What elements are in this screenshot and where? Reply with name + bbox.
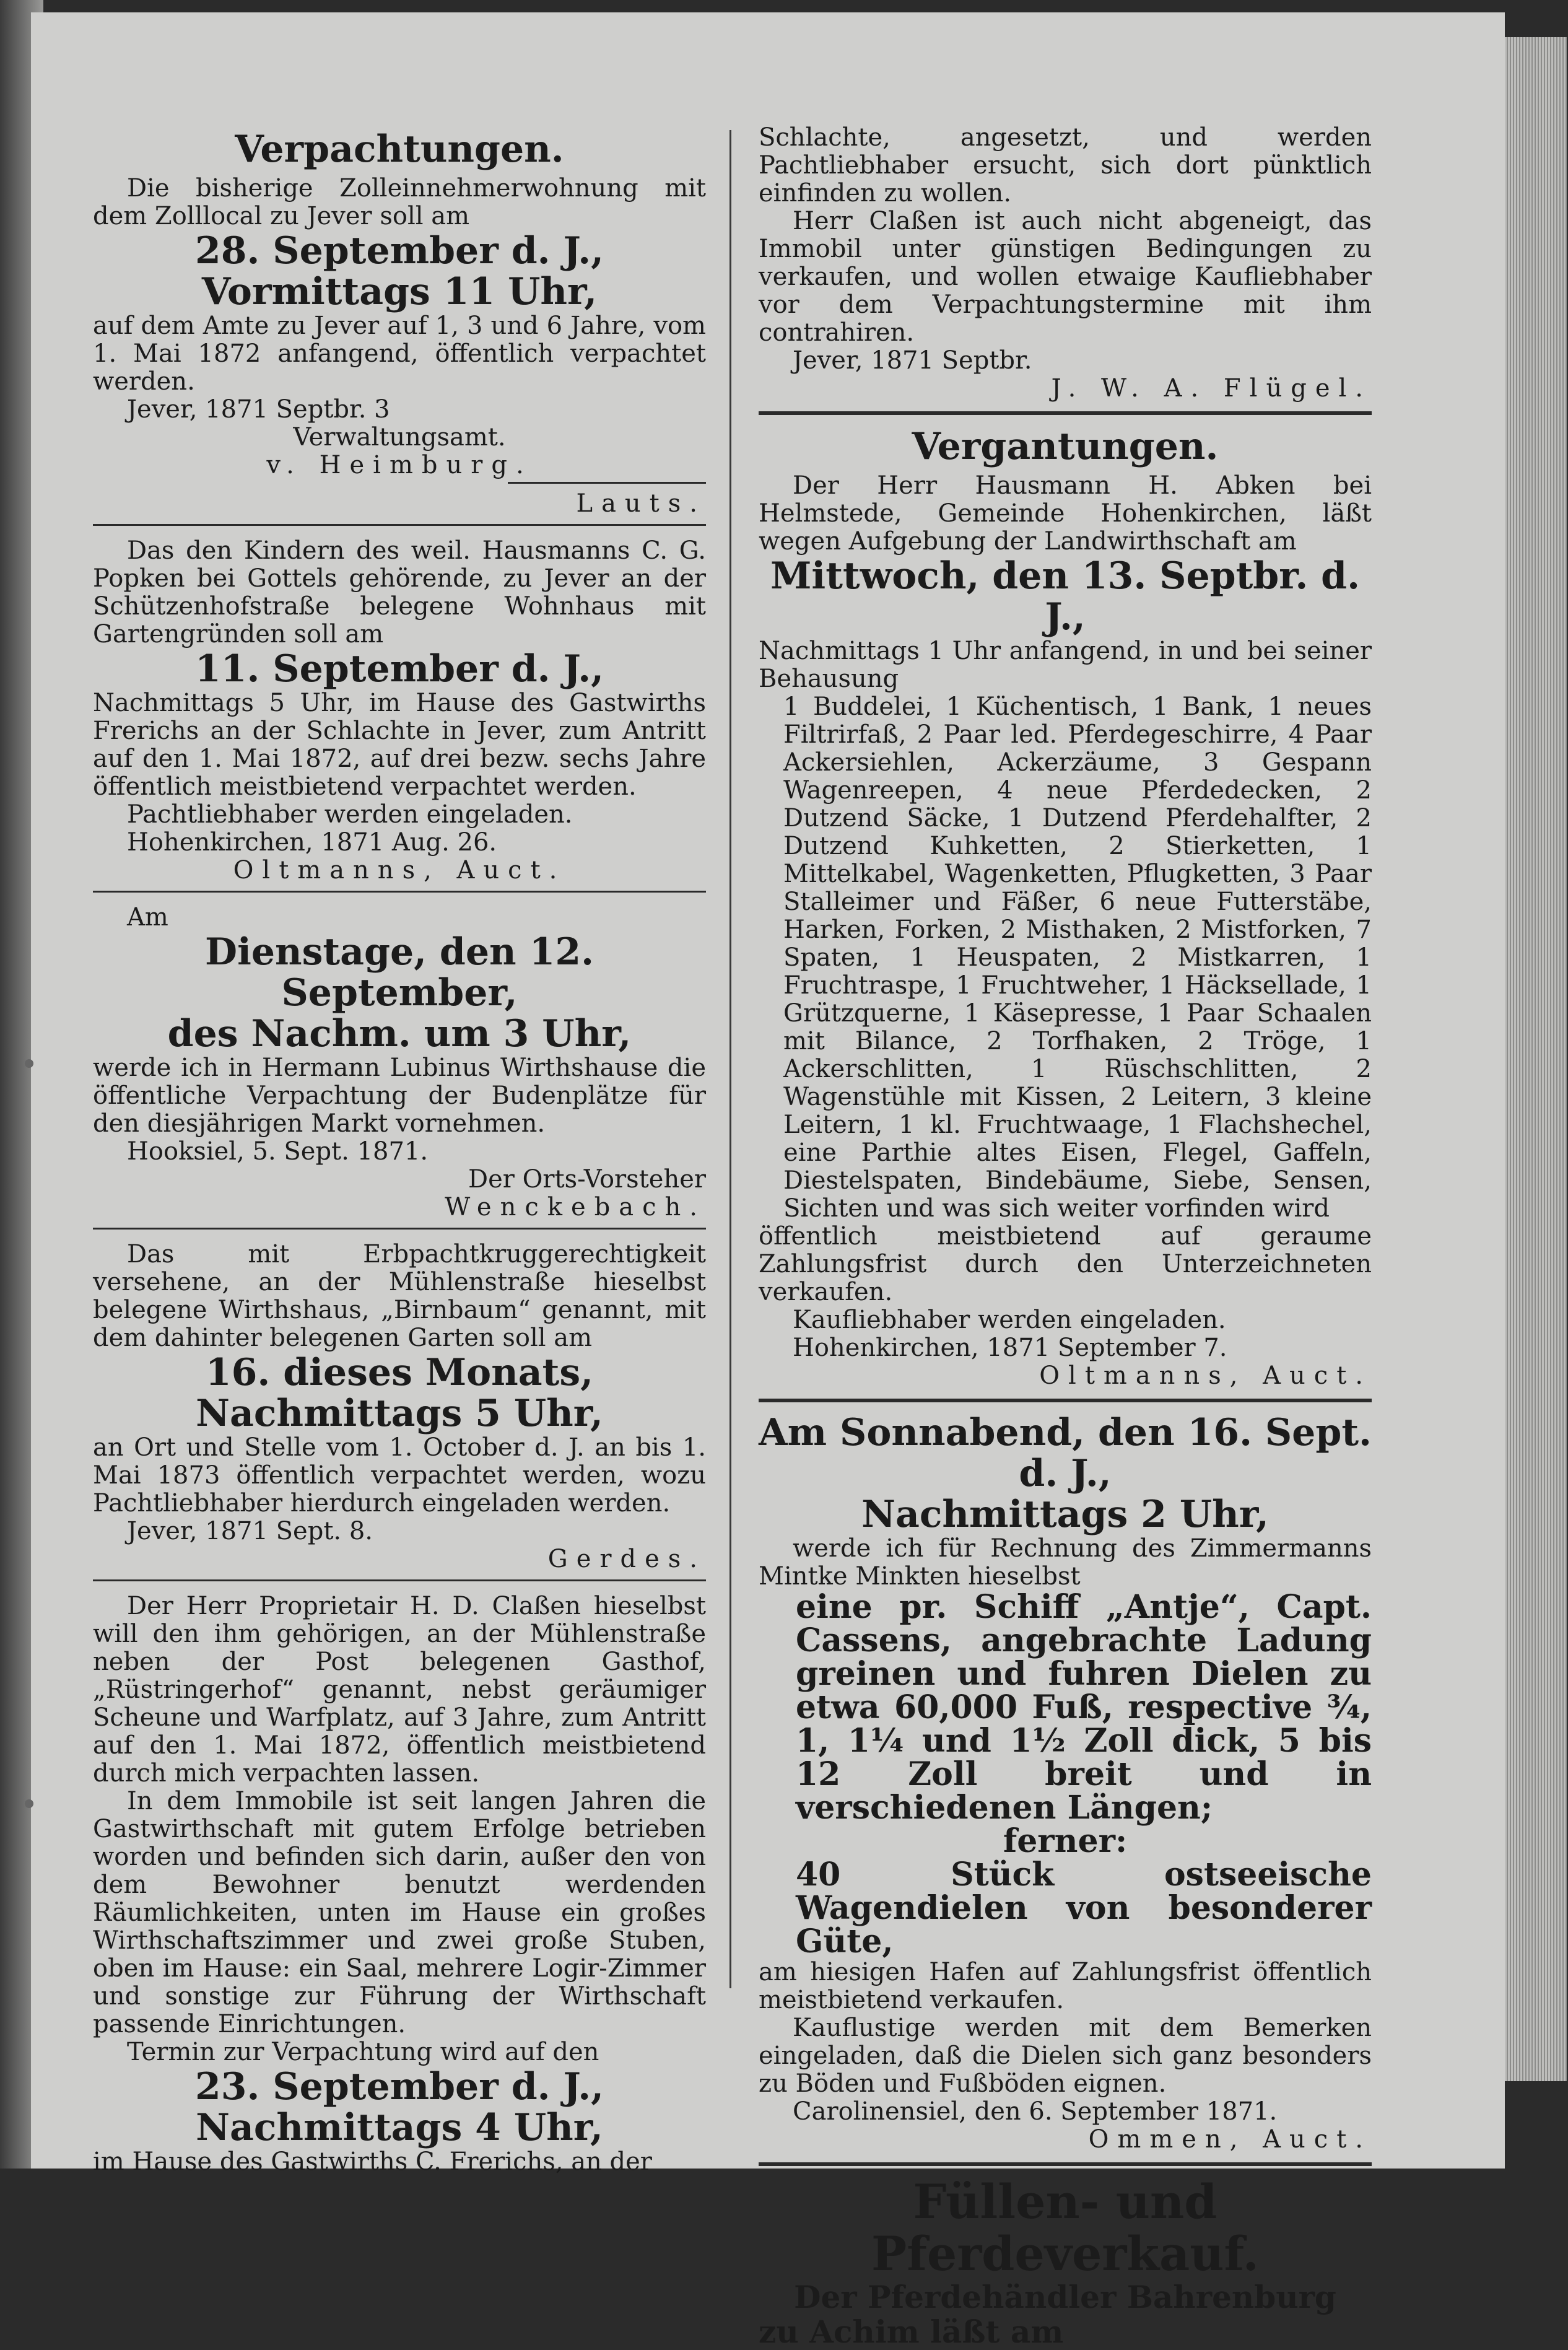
ad-item-list: 1 Buddelei, 1 Küchentisch, 1 Bank, 1 neues Filtrirfaß, 2 Paar led. Pferdegeschirre, 4 Paar Ackersiehlen, Ackerzäume, 3 Gespann Wagenreepen, 4 neue Pferdedecken, 2 Dutzend Säcke, 1 Dutzend Pferdehalfter, 2 Dutzend Kuhketten, 2 Stierketten, 1 Mittelkabel, Wagenketten, Pflugketten, 3 Paar Stalleimer und Fäßer, 6 neue Futterstäbe, Harken, Forken, 2 Misthaken, 2 Mistforken, 7 Spaten, 1 Heuspaten, 2 Mistkarren, 1 Fruchtraspe, 1 Fruchtweher, 1 Häcksellade, 1 Grützquerne, 1 Käsepresse, 1 Paar Schaalen mit Bilance, 2 Torfhaken, 2 Tröge, 1 Ackerschlitten, 1 Rüschschlitten, 2 Wagenstühle mit Kissen, 2 Leitern, 3 kleine Leitern, 1 kl. Fruchtwaage, 1 Flachshechel, eine Parthie altes Eisen, Flegel, Gaffeln, Diestelspaten, Bindebäume, Siebe, Sensen, Sichten und was sich weiter vorfinden wird [783, 692, 1372, 1223]
ad-signature: J. W. A. Flügel. [1051, 374, 1372, 403]
ad-place: Hooksiel, 5. Sept. 1871. [127, 1137, 429, 1166]
ad-time: Nachmittags 4 Uhr, [196, 2106, 603, 2149]
ad-text: Der Herr Proprietair H. D. Claßen hieselbst will den ihm gehörigen, an der Mühlenstraße neben der Post belegenen Gasthof, „Rüstringerhof“ genannt, nebst geräumiger Scheune und Warfplatz, auf 3 Jahre, zum Antritt auf den 1. Mai 1872, öffentlich meistbietend durch mich verpachten lassen. [93, 1592, 706, 1788]
ad-text: Der Herr Hausmann H. Abken bei Helmstede, Gemeinde Hohenkirchen, läßt wegen Aufgebung der Landwirthschaft am [759, 471, 1372, 556]
ad-date: 11. September d. J., [195, 647, 604, 691]
ad-text: am hiesigen Hafen auf Zahlungsfrist öffentlich meistbietend verkaufen. [759, 1958, 1372, 2014]
ad-headline: Füllen- und Pferdeverkauf. [871, 2174, 1259, 2281]
ad-text: werde ich in Hermann Lubinus Wirthshause die öffentliche Verpachtung der Budenplätze für den diesjährigen Markt vornehmen. [93, 1054, 706, 1138]
ad-text: im Hause des Gastwirths C. Frerichs, an der [93, 2147, 652, 2176]
ad-text: Das mit Erbpachtkruggerechtigkeit versehene, an der Mühlenstraße hieselbst belegene Wirthshaus, „Birnbaum“ genannt, mit dem dahinter belegenen Garten soll am [93, 1240, 706, 1352]
section-title: Verpachtungen. [235, 128, 564, 171]
ad-text: auf dem Amte zu Jever auf 1, 3 und 6 Jahre, vom 1. Mai 1872 anfangend, öffentlich verpachtet werden. [93, 312, 706, 396]
ad-text: Die bisherige Zolleinnehmerwohnung mit dem Zolllocal zu Jever soll am [93, 174, 706, 230]
ad-place: Jever, 1871 Sept. 8. [127, 1517, 373, 1545]
ad-bold-text: 40 Stück ostseeische Wagendielen von besonderer Güte, [796, 1856, 1372, 1960]
ad-date: Am Sonnabend, den 16. Sept. d. J., [759, 1411, 1372, 1495]
ad-text: Termin zur Verpachtung wird auf den [127, 2038, 599, 2066]
ad-text: Kaufliebhaber werden eingeladen. [793, 1306, 1226, 1334]
ad-time: Vormittags 11 Uhr, [201, 270, 598, 313]
ad-text: Kauflustige werden mit dem Bemerken eingeladen, daß die Dielen sich ganz besonders zu Böden und Fußböden eignen. [759, 2014, 1372, 2098]
ad-place: Jever, 1871 Septbr. 3 [127, 395, 390, 424]
left-column [93, 124, 706, 2176]
ad-text: In dem Immobile ist seit langen Jahren die Gastwirthschaft mit gutem Erfolge betrieben worden und befinden sich darin, außer den von dem Bewohner benutzt werdenden Räumlichkeiten, unten im Hause ein großes Wirthschaftszimmer und zwei große Stuben, oben im Hause: ein Saal, mehrere Logir-Zimmer und sonstige zur Führung der Wirthschaft passende Einrichtungen. [93, 1787, 706, 2038]
rule [759, 2162, 1372, 2166]
rule [93, 1579, 706, 1581]
ad-text: Nachmittags 1 Uhr anfangend, in und bei seiner Behausung [759, 637, 1372, 693]
ad-date: 16. dieses Monats, [205, 1351, 594, 1394]
ad-signature: Gerdes. [547, 1545, 706, 1573]
ad-bold-text: ferner: [1003, 1822, 1128, 1860]
ad-headline: Der Pferdehändler Bahrenburg [794, 2279, 1336, 2315]
ad-text: Herr Claßen ist auch nicht abgeneigt, das Immobil unter günstigen Bedingungen zu verkaufen, und wollen etwaige Kaufliebhaber vor dem Verpachtungstermine mit ihm contrahiren. [759, 207, 1372, 347]
binding-hole [25, 1059, 33, 1068]
ad-place: Jever, 1871 Septbr. [793, 346, 1032, 375]
ad-text: an Ort und Stelle vom 1. October d. J. an bis 1. Mai 1873 öffentlich verpachtet werden, wozu Pachtliebhaber hierdurch eingeladen werden. [93, 1433, 706, 1518]
ad-office: Der Orts-Vorsteher [468, 1165, 706, 1194]
rule [93, 1228, 706, 1230]
ad-signature: v. Heimburg. [266, 451, 533, 479]
right-column [759, 124, 1372, 2349]
ad-text: werde ich für Rechnung des Zimmermanns Mintke Minkten hieselbst [759, 1534, 1372, 1591]
ad-signature: Oltmanns, Auct. [233, 856, 566, 885]
ad-text: Nachmittags 5 Uhr, im Hause des Gastwirths Frerichs an der Schlachte in Jever, zum Antritt auf den 1. Mai 1872, auf drei bezw. sechs Jahre öffentlich meistbietend verpachtet werden. [93, 689, 706, 801]
ad-place: Hohenkirchen, 1871 Aug. 26. [127, 828, 497, 857]
rule [759, 1399, 1372, 1402]
ad-office: Verwaltungsamt. [293, 423, 506, 452]
ad-text: Schlachte, angesetzt, und werden Pachtliebhaber ersucht, sich dort pünktlich einfinden zu wollen. [759, 123, 1372, 207]
ad-text: Pachtliebhaber werden eingeladen. [127, 800, 573, 829]
ad-date: 28. September d. J., [195, 229, 604, 273]
ad-date: 23. September d. J., [195, 2065, 604, 2108]
ad-time: Nachmittags 5 Uhr, [196, 1392, 603, 1435]
ad-signature: Oltmanns, Auct. [1039, 1361, 1372, 1390]
rule [93, 891, 706, 893]
column-divider [730, 130, 731, 1988]
ad-text: öffentlich meistbietend auf geraume Zahlungsfrist durch den Unterzeichneten verkaufen. [759, 1222, 1372, 1306]
ad-date: Mittwoch, den 13. Septbr. d. J., [770, 554, 1360, 639]
rule [93, 524, 706, 526]
ad-text: Das den Kindern des weil. Hausmanns C. G. Popken bei Gottels gehörende, zu Jever an der Schützenhofstraße belegene Wohnhaus mit Gartengründen soll am [93, 536, 706, 649]
ad-place: Hohenkirchen, 1871 September 7. [793, 1334, 1227, 1362]
ad-signature: Ommen, Auct. [1088, 2125, 1372, 2154]
rule [759, 411, 1372, 415]
binding-hole [25, 1799, 33, 1808]
ad-text: Am [127, 903, 168, 932]
ad-signature: Lauts. [576, 489, 706, 518]
ad-date: Dienstage, den 12. September, [205, 930, 594, 1015]
ad-time: Nachmittags 2 Uhr, [861, 1493, 1269, 1536]
ad-bold-text: eine pr. Schiff „Antje“, Capt. Cassens, angebrachte Ladung greinen und fuhren Dielen zu etwa 60,000 Fuß, respective ¾, 1, 1¼ und 1½ Zoll dick, 5 bis 12 Zoll breit und in verschiedenen Längen; [796, 1588, 1372, 1827]
ad-headline: zu Achim läßt am [759, 2313, 1064, 2350]
ad-time: des Nachm. um 3 Uhr, [167, 1012, 632, 1055]
ad-signature: Wenckebach. [445, 1193, 706, 1221]
ad-place: Carolinensiel, den 6. September 1871. [793, 2097, 1278, 2126]
rule [508, 482, 706, 484]
section-title: Vergantungen. [912, 425, 1219, 468]
